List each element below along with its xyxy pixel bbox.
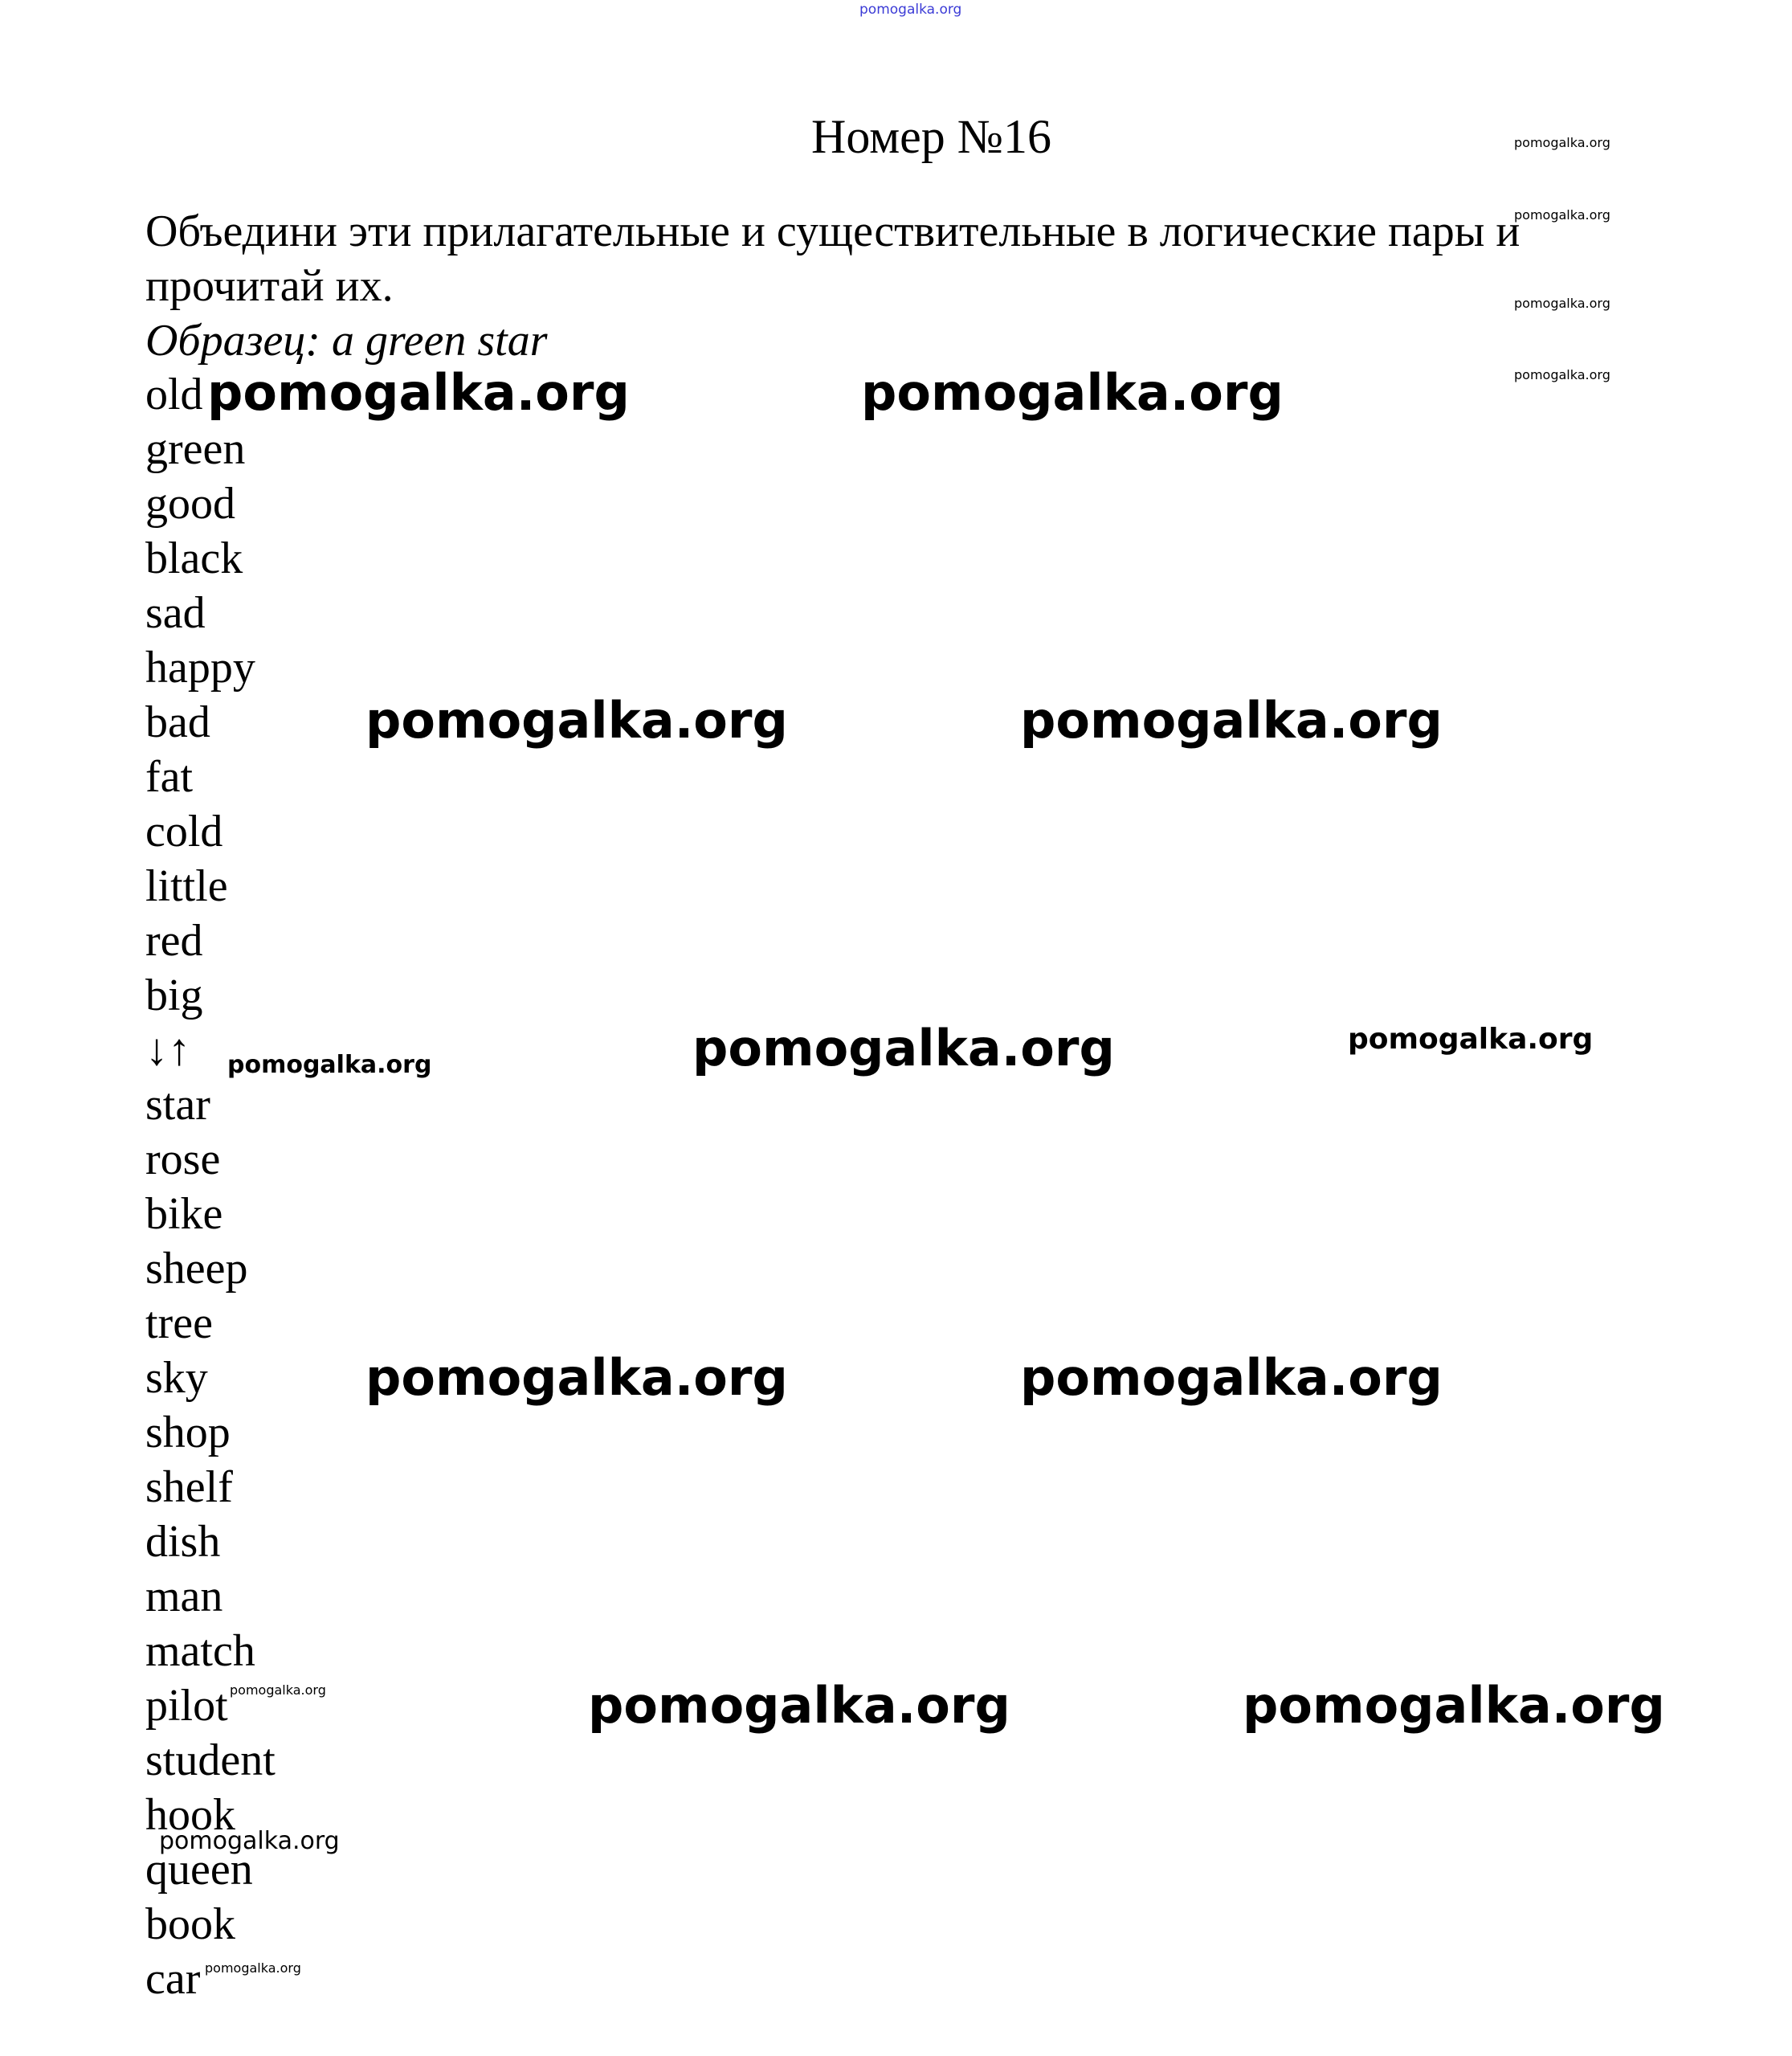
adjective-item: old (145, 370, 203, 419)
noun-item: pilot (145, 1681, 228, 1731)
adjective-item: sad (145, 588, 206, 638)
noun-item: bike (145, 1189, 223, 1239)
adjective-item: red (145, 916, 203, 966)
noun-item: man (145, 1572, 223, 1621)
arrows-separator: ↓↑ (145, 1025, 190, 1075)
noun-item: match (145, 1626, 255, 1676)
noun-item: shelf (145, 1462, 233, 1512)
watermark: pomogalka.org (207, 363, 630, 422)
adjective-item: black (145, 533, 243, 583)
word-list (145, 367, 276, 2006)
watermark: pomogalka.org (1514, 367, 1610, 382)
noun-item: hook (145, 1790, 235, 1840)
noun-item: sheep (145, 1244, 248, 1294)
adjective-item: good (145, 479, 235, 529)
watermark: pomogalka.org (227, 1051, 432, 1079)
watermark: pomogalka.org (1514, 135, 1610, 150)
watermark: pomogalka.org (365, 691, 788, 750)
adjective-item: happy (145, 643, 255, 693)
noun-item: car (145, 1954, 201, 2004)
adjective-item: big (145, 971, 203, 1020)
watermark: pomogalka.org (205, 1960, 301, 1976)
watermark: pomogalka.org (861, 363, 1284, 422)
watermark: pomogalka.org (230, 1682, 326, 1698)
task-instruction: Объедини эти прилагательные и существительные в логические пары и прочитай их. (145, 206, 1521, 311)
adjective-item: bad (145, 697, 210, 747)
adjective-item: little (145, 861, 228, 911)
top-watermark: pomogalka.org (859, 2, 962, 18)
noun-item: sky (145, 1353, 208, 1403)
adjective-item: cold (145, 807, 223, 856)
watermark: pomogalka.org (1020, 691, 1443, 750)
noun-item: queen (145, 1845, 253, 1895)
watermark: pomogalka.org (1514, 207, 1610, 223)
noun-item: dish (145, 1517, 221, 1567)
noun-item: tree (145, 1298, 213, 1348)
page-title: Номер №16 (811, 110, 1052, 163)
adjective-item: green (145, 424, 246, 474)
task-example: Образец: a green star (145, 316, 548, 366)
adjective-item: fat (145, 752, 194, 802)
watermark: pomogalka.org (1514, 296, 1610, 311)
noun-item: rose (145, 1134, 221, 1184)
noun-item: student (145, 1735, 276, 1785)
noun-item: book (145, 1899, 235, 1949)
watermark: pomogalka.org (365, 1348, 788, 1407)
noun-item: shop (145, 1408, 231, 1457)
watermark: pomogalka.org (692, 1019, 1115, 1077)
watermark: pomogalka.org (1348, 1023, 1594, 1056)
noun-item: star (145, 1080, 210, 1130)
watermark: pomogalka.org (1020, 1348, 1443, 1407)
watermark: pomogalka.org (588, 1676, 1010, 1735)
watermark: pomogalka.org (1243, 1676, 1665, 1735)
watermark: pomogalka.org (159, 1827, 340, 1855)
